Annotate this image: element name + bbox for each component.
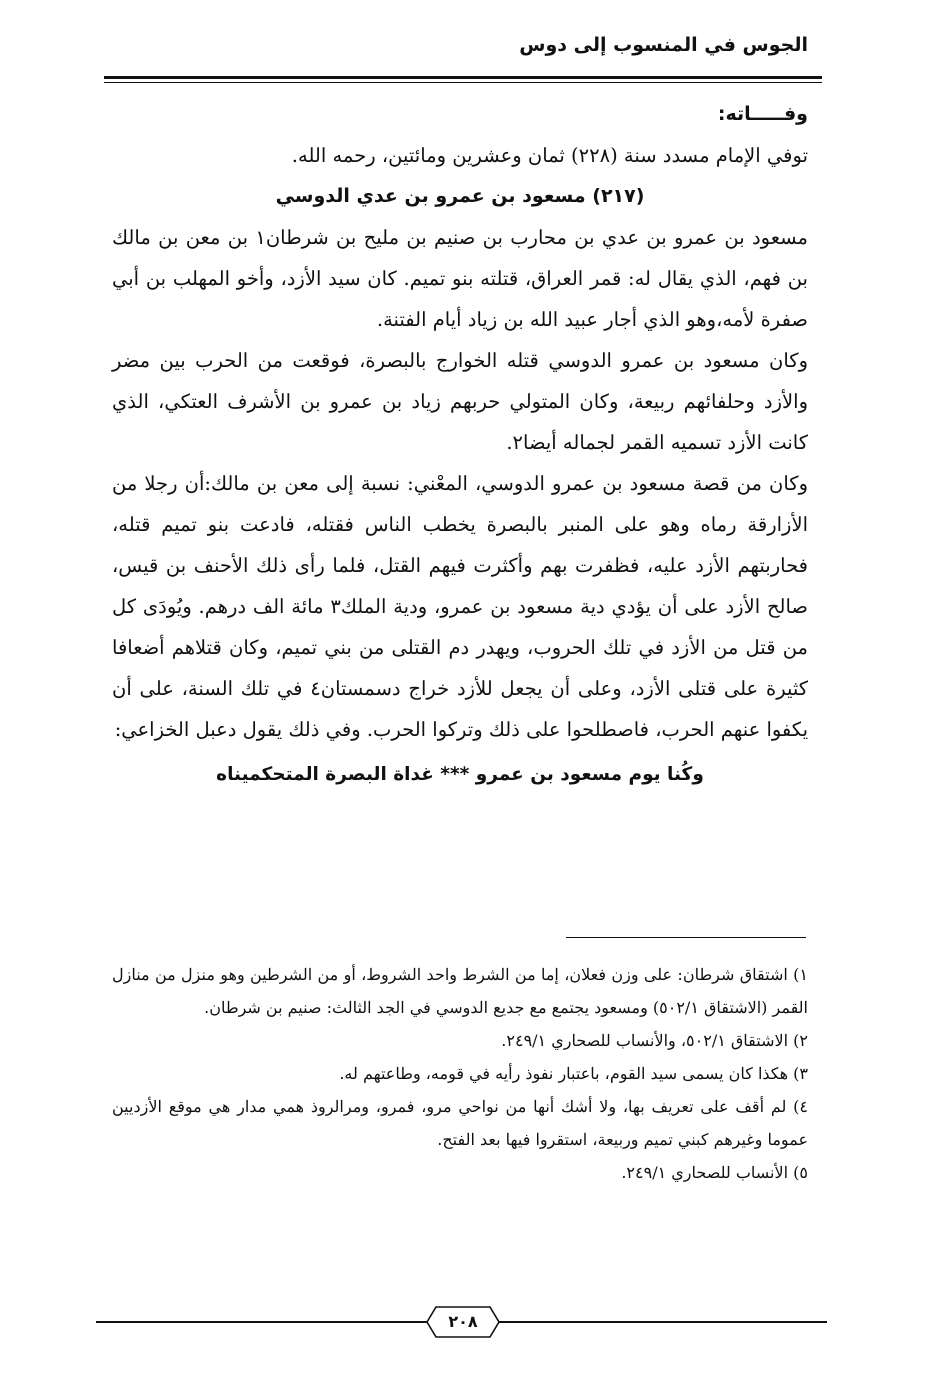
footnote-1: ١) اشتقاق شرطان: على وزن فعلان، إما من الشرط واحد الشروط، أو من الشرطين وهو منزل من منازل القمر (الاشتقاق ٥٠٢/١) ومسعود يجتمع مع جديع الدوسي في الجد الثالث: صنيم بن شرطان. [112,965,808,1017]
footnote-2: ٢) الاشتقاق ٥٠٢/١، والأنساب للصحاري ٢٤٩/١. [501,1031,808,1050]
entry-heading: (٢١٧) مسعود بن عمرو بن عدي الدوسي [275,185,645,207]
poetry-verse: وكُنا يوم مسعود بن عمرو *** غداة البصرة المتحكميناه [216,764,704,785]
footer-rule-right [497,1321,827,1323]
page-number: ٢٠٨ [448,1312,478,1331]
section-heading: وفـــــاته: [717,103,808,125]
footnote-separator [566,937,806,938]
header-rule-thin [104,82,822,83]
death-paragraph: توفي الإمام مسدد سنة (٢٢٨) ثمان وعشرين ومائتين، رحمه الله. [291,144,808,167]
footnote-5: ٥) الأنساب للصحاري ٢٤٩/١. [621,1163,808,1182]
footer-rule-left [96,1321,430,1323]
paragraph-story: وكان من قصة مسعود بن عمرو الدوسي، المعْني: نسبة إلى معن بن مالك:أن رجلا من الأزارقة رماه وهو على المنبر بالبصرة يخطب الناس فقتله، فادعت بنو تميم قتله، فحاربتهم الأزد عليه، فظفرت بهم وأكثرت فيهم القتل، فلما رأى ذلك الأحنف بن قيس، صالح الأزد على أن يؤدي دية مسعود بن عمرو، ودية الملك٣ مائة الف درهم. ويُودَى كل من قتل من الأزد في تلك الحروب، ويهدر دم القتلى من بني تميم، وكان قتلاهم أضعافا كثيرة على قتلى الأزد، وعلى أن يجعل للأزد خراج دسمستان٤ في تلك السنة، على أن يكفوا عنهم الحرب، فاصطلحوا على ذلك وتركوا الحرب. وفي ذلك يقول دعبل الخزاعي: [112,472,809,741]
main-text [112,94,808,795]
footnote-3: ٣) هكذا كان يسمى سيد القوم، باعتبار نفوذ رأيه في قومه، وطاعتهم له. [339,1064,808,1083]
paragraph-killing: وكان مسعود بن عمرو الدوسي قتله الخوارج بالبصرة، فوقعت من الحرب بين مضر والأزد وحلفائهم ربيعة، وكان المتولي حربهم زياد بن عمرو بن الأشرف العتكي، الذي كانت الأزد تسميه القمر لجماله أيضا٢. [112,349,808,454]
running-header: الجوس في المنسوب إلى دوس [519,34,808,56]
footnotes [112,958,808,1189]
footnote-4: ٤) لم أقف على تعريف بها، ولا أشك أنها من نواحي مرو، فمرو، ومرالروذ همي مدار هي موقع الأزديين عموما وغيرهم كبني تميم وربيعة، استقروا فيها بعد الفتح. [112,1097,809,1149]
header-rule [104,76,822,79]
paragraph-lineage: مسعود بن عمرو بن عدي بن محارب بن صنيم بن مليح بن شرطان١ بن معن بن مالك بن فهم، الذي يقال له: قمر العراق، قتلته بنو تميم. كان سيد الأزد، وأخو المهلب بن أبي صفرة لأمه،وهو الذي أجار عبيد الله بن زياد أيام الفتنة. [112,226,808,331]
